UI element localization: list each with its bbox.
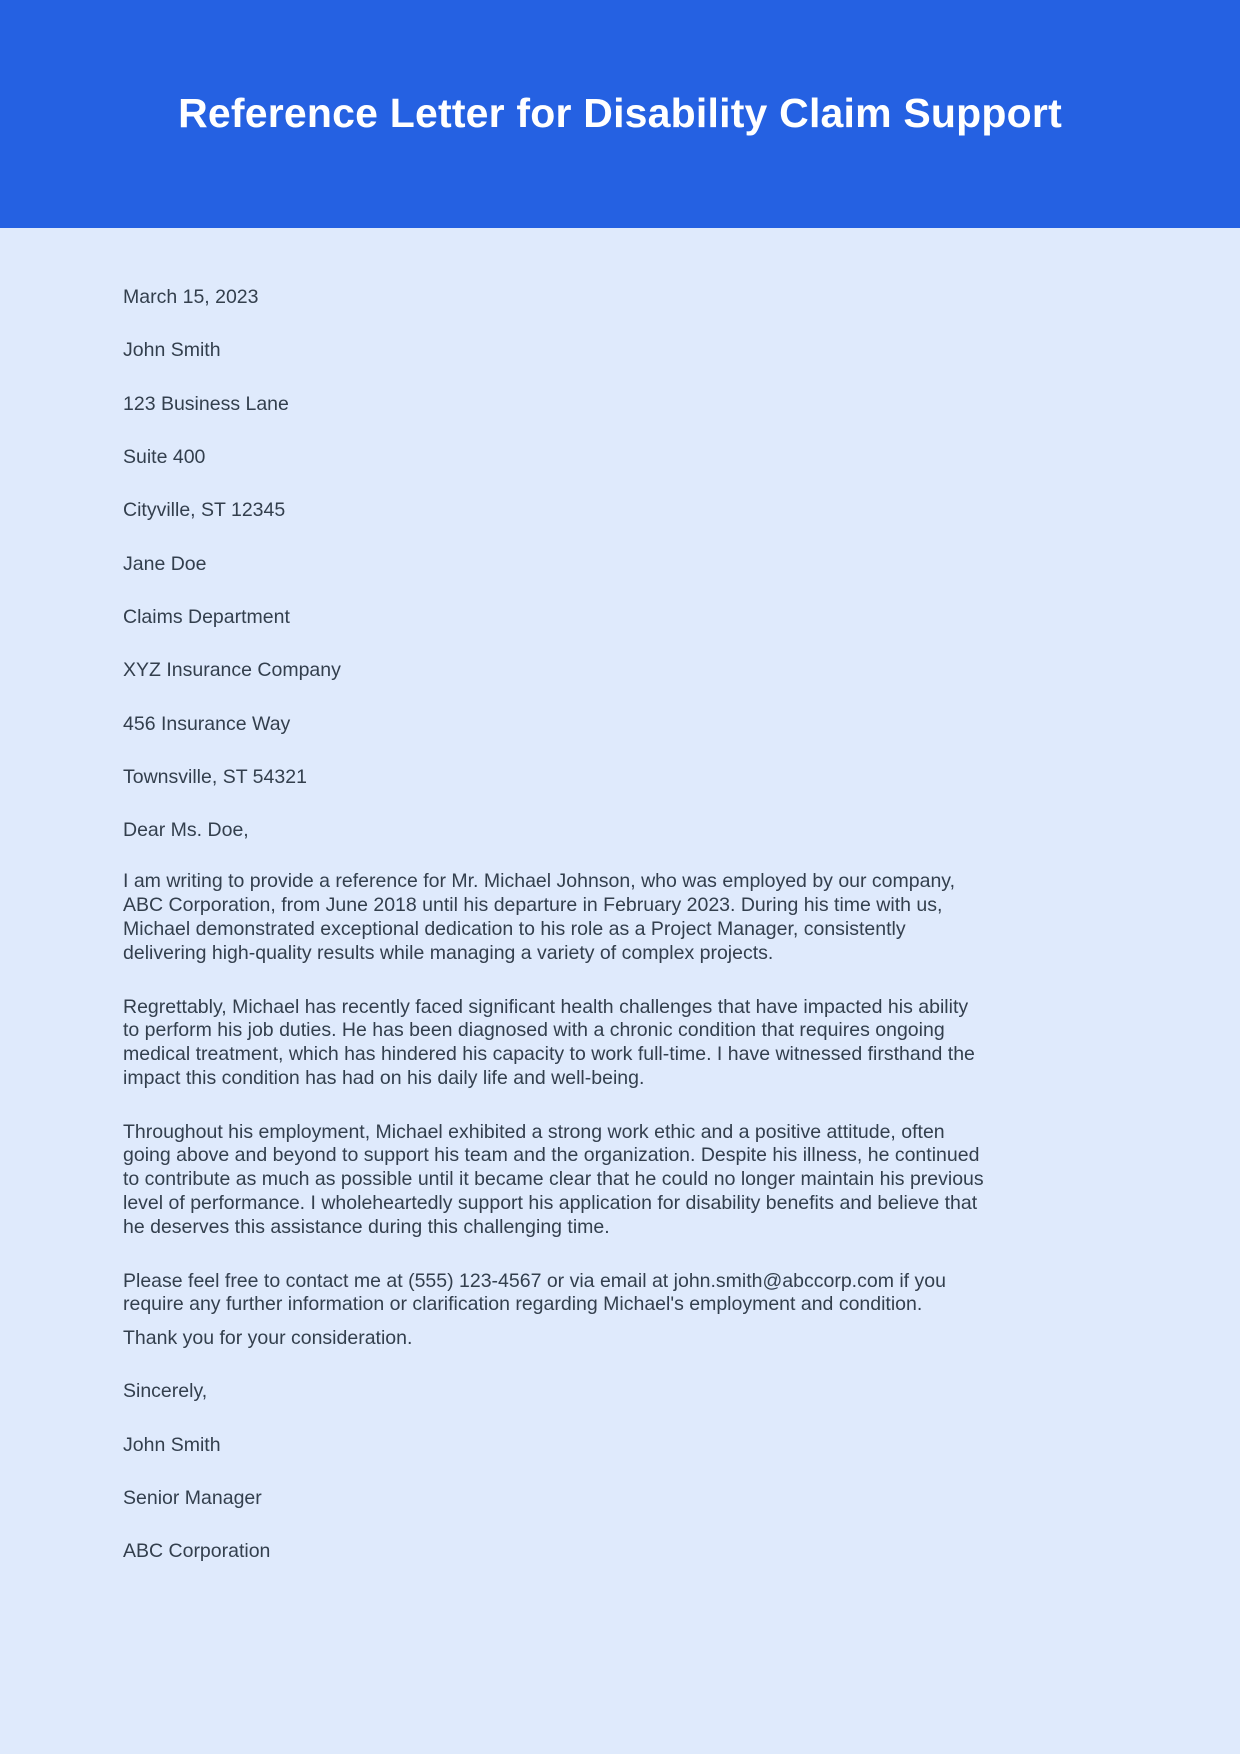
recipient-company: XYZ Insurance Company	[123, 659, 341, 682]
closing-salutation: Sincerely,	[123, 1380, 208, 1403]
recipient-department: Claims Department	[123, 605, 290, 628]
paragraph-health-challenges: Regrettably, Michael has recently faced significant health challenges that have impacted his ability to perform his job duties. He has been diagnosed with a chronic condition that requires ongoing medical treatment, which has hindered his capacity to work full-time. I have witnessed firsthand the impact this condition has had on his daily life and well-being.	[123, 995, 975, 1089]
recipient-name: Jane Doe	[123, 552, 207, 575]
letter-body	[0, 228, 1240, 1652]
signature-name: John Smith	[123, 1433, 221, 1456]
sender-name: John Smith	[123, 339, 221, 362]
recipient-street: 456 Insurance Way	[123, 712, 291, 735]
recipient-city-state-zip: Townsville, ST 54321	[123, 765, 307, 788]
letter-date: March 15, 2023	[123, 286, 259, 308]
sender-suite: Suite 400	[123, 445, 206, 468]
thank-you-line: Thank you for your consideration.	[123, 1327, 413, 1350]
signature-title: Senior Manager	[123, 1487, 262, 1510]
paragraph-employment-reference: I am writing to provide a reference for Mr. Michael Johnson, who was employed by our company, ABC Corporation, from June 2018 until his departure in February 2023. During his time with us, Michael demonstrated exceptional dedication to his role as a Project Manager, consistently delivering high-quality results while managing a variety of complex projects.	[123, 870, 956, 964]
paragraph-contact-information: Please feel free to contact me at (555) 123-4567 or via email at john.smith@abccorp.com if you require any further information or clarification regarding Michael's employment and condition.	[123, 1269, 946, 1316]
salutation: Dear Ms. Doe,	[123, 819, 249, 842]
sender-address-block	[123, 337, 985, 523]
signature-company: ABC Corporation	[123, 1540, 271, 1563]
letter-closing-block	[123, 1325, 985, 1565]
sender-city-state-zip: Cityville, ST 12345	[123, 499, 286, 522]
recipient-address-block	[123, 551, 985, 791]
paragraph-work-ethic-support: Throughout his employment, Michael exhibited a strong work ethic and a positive attitude, often going above and beyond to support his team and the organization. Despite his illness, he continued to contribute as much as possible until it became clear that he could no longer maintain his previous level of performance. I wholeheartedly support his application for disability benefits and believe that he deserves this assistance during this challenging time.	[123, 1120, 984, 1238]
letter-paragraphs	[123, 870, 985, 1317]
document-header-banner	[0, 0, 1240, 228]
page-title: Reference Letter for Disability Claim Support	[178, 90, 1062, 137]
sender-street: 123 Business Lane	[123, 392, 289, 415]
